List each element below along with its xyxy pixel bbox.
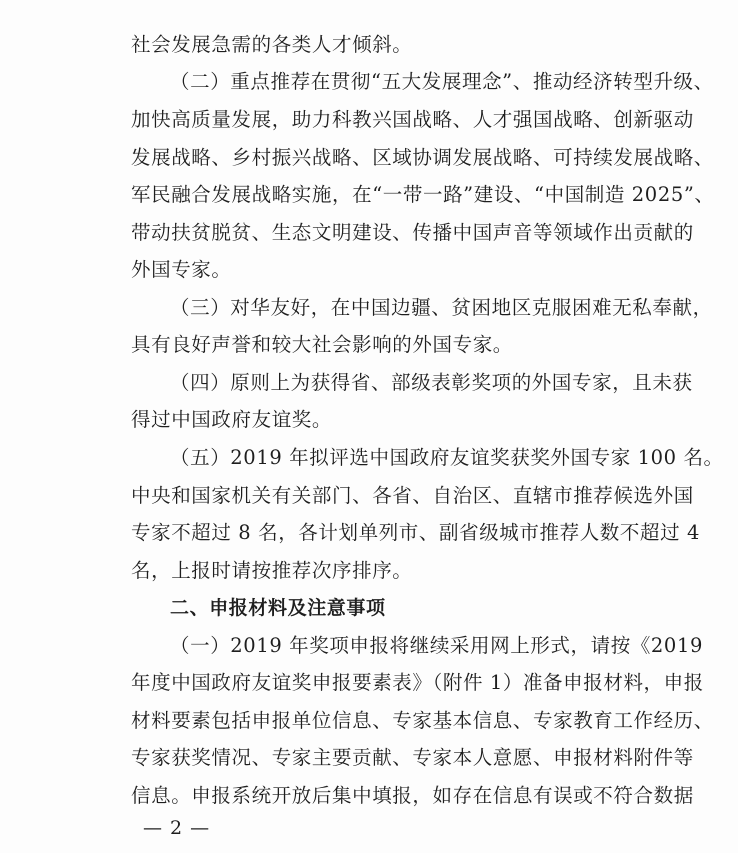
- text-line: 社会发展急需的各类人才倾斜。: [131, 33, 413, 56]
- text-line: 中央和国家机关有关部门、各省、自治区、直辖市推荐候选外国: [131, 484, 694, 507]
- text-line: 专家获奖情况、专家主要贡献、专家本人意愿、申报材料附件等: [131, 746, 694, 769]
- text-line: 信息。申报系统开放后集中填报，如存在信息有误或不符合数据: [131, 784, 694, 807]
- text-line: 材料要素包括申报单位信息、专家基本信息、专家教育工作经历、: [131, 709, 714, 732]
- page-number: — 2 —: [143, 817, 211, 839]
- text-line: 军民融合发展战略实施，在“一带一路”建设、“中国制造 2025”、: [131, 183, 715, 206]
- text-line: （四）原则上为获得省、部级表彰奖项的外国专家，且未获: [170, 371, 693, 394]
- text-line: （一）2019 年奖项申报将继续采用网上形式，请按《2019: [170, 634, 703, 657]
- text-line: 年度中国政府友谊奖申报要素表》（附件 1）准备申报材料，申报: [131, 671, 704, 694]
- section-heading: 二、申报材料及注意事项: [170, 597, 386, 619]
- text-line: 名，上报时请按推荐次序排序。: [131, 559, 413, 582]
- text-line: 得过中国政府友谊奖。: [131, 408, 333, 431]
- text-line: 专家不超过 8 名，各计划单列市、副省级城市推荐人数不超过 4: [131, 521, 701, 544]
- text-line: 加快高质量发展，助力科教兴国战略、人才强国战略、创新驱动: [131, 108, 694, 131]
- text-line: 具有良好声誉和较大社会影响的外国专家。: [131, 333, 513, 356]
- text-line: 外国专家。: [131, 258, 232, 281]
- text-line: 发展战略、乡村振兴战略、区域协调发展战略、可持续发展战略、: [131, 146, 714, 169]
- text-line: （三）对华友好，在中国边疆、贫困地区克服困难无私奉献，: [170, 296, 713, 319]
- text-line: （五）2019 年拟评选中国政府友谊奖获奖外国专家 100 名。: [170, 446, 724, 469]
- text-line: （二）重点推荐在贯彻“五大发展理念”、推动经济转型升级、: [170, 70, 714, 93]
- text-line: 带动扶贫脱贫、生态文明建设、传播中国声音等领域作出贡献的: [131, 221, 694, 244]
